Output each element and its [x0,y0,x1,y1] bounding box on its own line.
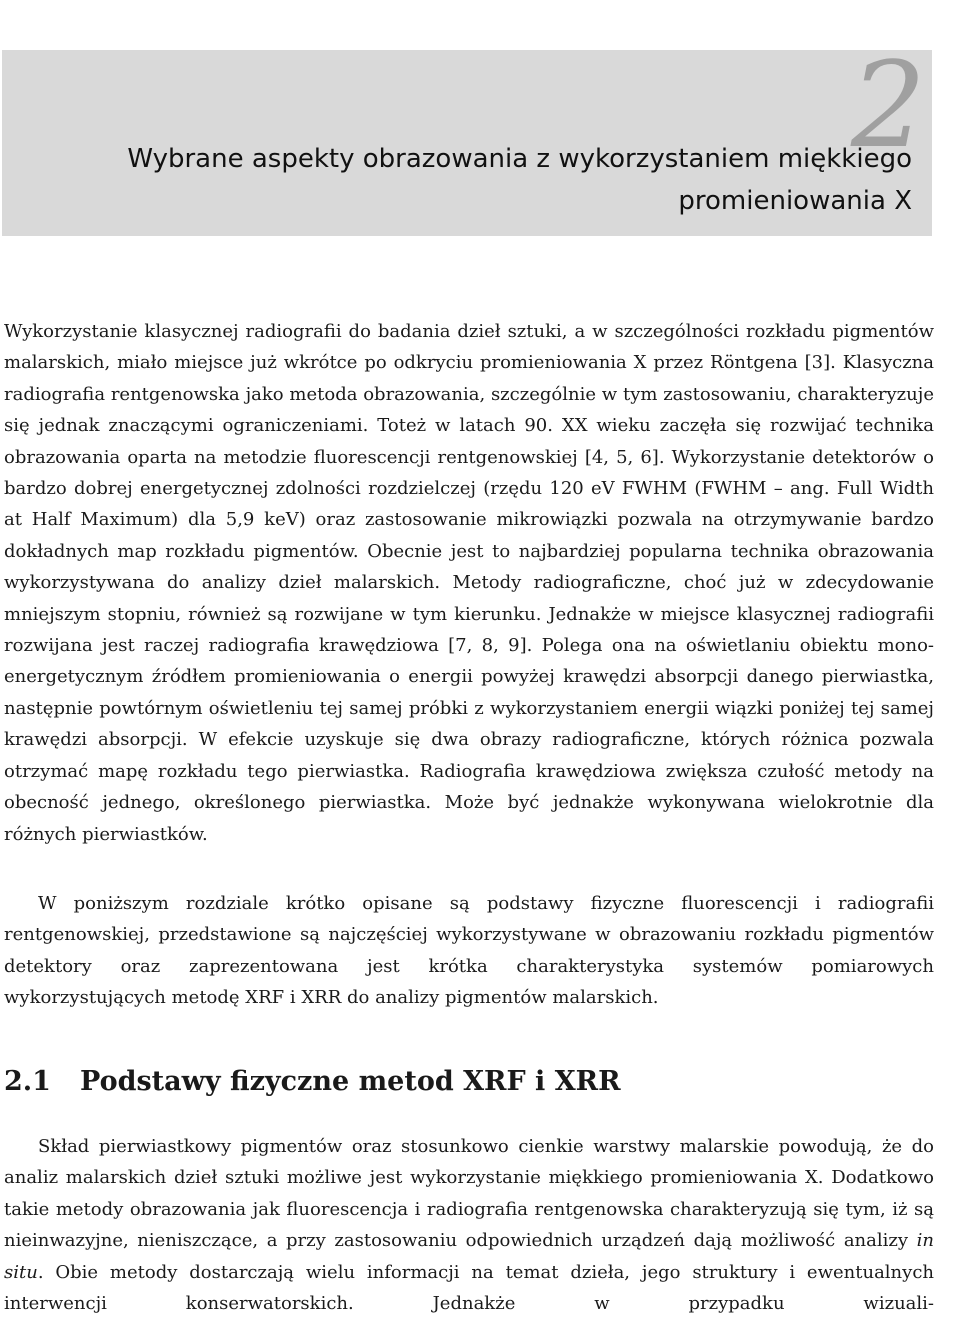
section-heading [4,1066,621,1097]
paragraph-3 [4,1131,934,1319]
chapter-number: 2 [850,36,926,174]
paragraph-1-block [4,316,934,850]
chapter-title-line2: promieniowania X [678,186,912,216]
paragraph-3-text-a: Skład pierwiastkowy pigmentów oraz stosunkowo cienkie warstwy malarskie powodują, że do analiz malarskich dzieł sztuki możliwe jest wykorzystanie miękkiego promieniowania X. Dodatkowo takie metody obrazowania jak fluorescencja i radiografia rentgenowska charakteryzują się tym, iż są nieinwazyjne, nieniszczące, a przy zastosowaniu odpowiednich urządzeń dają możliwość analizy [4,1136,934,1252]
section-number: 2.1 [4,1066,51,1097]
paragraph-2: W poniższym rozdziale krótko opisane są podstawy fizyczne fluorescencji i radiografii rentgenowskiej, przedstawione są najczęściej wykorzystywane w obrazowaniu rozkładu pigmentów detektory oraz zaprezentowana jest krótka charakterystyka systemów pomiarowych wykorzystujących metodę XRF i XRR do analizy pigmentów malarskich. [4,893,934,1009]
chapter-title-line1: Wybrane aspekty obrazowania z wykorzystaniem miękkiego [127,144,912,174]
chapter-title [52,138,912,222]
paragraph-2-block [4,888,934,1014]
paragraph-1: Wykorzystanie klasycznej radiografii do badania dzieł sztuki, a w szczególności rozkładu pigmentów malarskich, miało miejsce już wkrótce po odkryciu promieniowania X przez Röntgena [3]. Klasyczna radiografia rentgenowska jako metoda obrazowania, szczególnie w tym zastosowaniu, charakteryzuje się jednak znaczącymi ograniczeniami. Toteż w latach 90. XX wieku zaczęła się rozwijać technika obrazowania oparta na metodzie fluorescencji rentgenowskiej [4, 5, 6]. Wykorzystanie detektorów o bardzo dobrej energetycznej zdolności rozdzielczej (rzędu 120 eV FWHM (FWHM – ang. Full Width at Half Maximum) dla 5,9 keV) oraz zastosowanie mikrowiązki pozwala na otrzymywanie bardzo dokładnych map rozkładu pigmentów. Obecnie jest to najbardziej popularna technika obrazowania wykorzystywana do analizy dzieł malarskich. Metody radiograficzne, choć już w zdecydowanie mniejszym stopniu, również są rozwijane w tym kierunku. Jednakże w miejsce klasycznej radiografii rozwijana jest raczej radiografia krawędziowa [7, 8, 9]. Polega ona na oświetlaniu obiektu mono-energetycznym źródłem promieniowania o energii powyżej krawędzi absorpcji danego pierwiastka, następnie powtórnym oświetleniu tej samej próbki z wykorzystaniem energii wiązki poniżej tej samej krawędzi absorpcji. W efekcie uzyskuje się dwa obrazy radiograficzne, których różnica pozwala otrzymać mapę rozkładu tego pierwiastka. Radiografia krawędziowa zwiększa czułość metody na obecność jednego, określonego pierwiastka. Może być jednakże wykonywana wielokrotnie dla różnych pierwiastków. [4,321,934,845]
section-title: Podstawy fizyczne metod XRF i XRR [80,1066,621,1097]
paragraph-3-block [4,1131,934,1319]
paragraph-3-text-b: . Obie metody dostarczają wielu informacji na temat dzieła, jego struktury i ewentualnych interwencji konserwatorskich. Jednakże w przypadku wizuali- [4,1261,934,1315]
chapter-header-box [2,36,932,236]
paragraph-3-italic: in situ [4,1230,934,1283]
